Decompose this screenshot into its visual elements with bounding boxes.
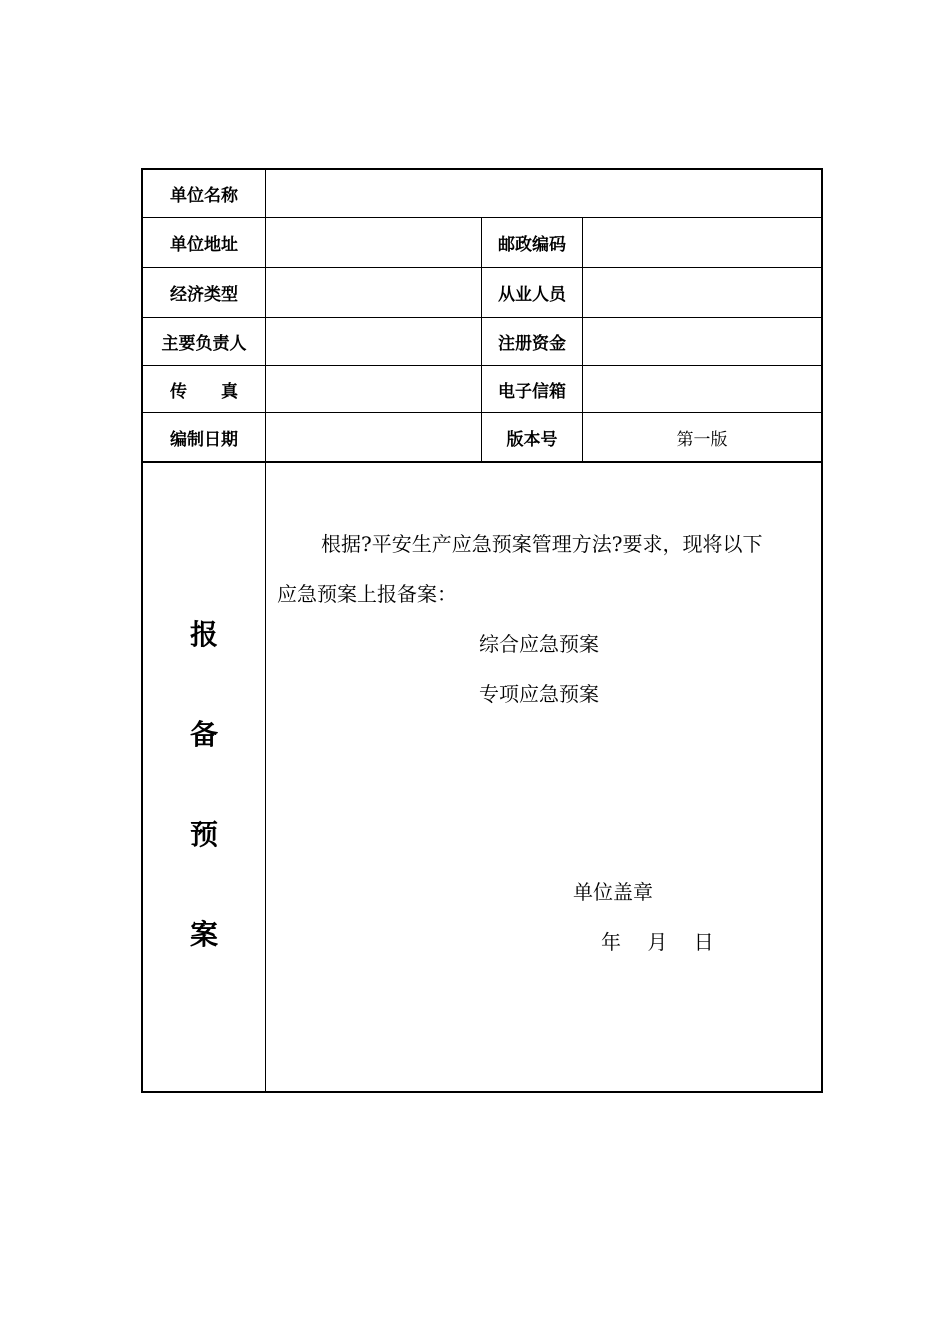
unit-address-field[interactable] [266,218,481,267]
filing-statement-line1: 根据?平安生产应急预案管理方法?要求，现将以下 [321,532,763,556]
filing-form [141,168,823,1093]
version-field[interactable]: 第一版 [676,429,728,450]
filing-statement-line2: 应急预案上报备案： [277,582,457,606]
economic-type-field[interactable] [266,268,481,317]
principal-label: 主要负责人 [161,334,247,354]
seal-date: 年 月 日 [601,930,714,954]
registered-capital-label: 注册资金 [498,334,566,354]
email-field[interactable] [583,366,821,412]
email-label: 电子信箱 [498,381,566,402]
plan-item-comprehensive: 综合应急预案 [479,632,599,656]
economic-type-label: 经济类型 [170,285,238,305]
registered-capital-field[interactable] [583,318,821,365]
employees-field[interactable] [583,268,821,317]
divider [143,461,821,463]
postal-code-field[interactable] [583,218,821,267]
plan-item-special: 专项应急预案 [479,682,599,706]
side-label-char: 备 [189,718,218,751]
postal-code-label: 邮政编码 [498,235,566,255]
principal-field[interactable] [266,318,481,365]
employees-label: 从业人员 [498,285,566,305]
fax-field[interactable] [266,366,481,412]
fax-label: 传 真 [170,381,238,402]
side-label-char: 案 [189,918,218,951]
unit-address-label: 单位地址 [170,235,238,255]
compile-date-field[interactable] [266,413,481,461]
version-label: 版本号 [506,429,558,450]
side-label-char: 预 [189,818,218,851]
side-label-char: 报 [189,618,218,651]
unit-name-label: 单位名称 [170,186,238,206]
compile-date-label: 编制日期 [170,429,238,450]
unit-name-field[interactable] [266,170,821,217]
unit-seal: 单位盖章 [573,880,653,904]
